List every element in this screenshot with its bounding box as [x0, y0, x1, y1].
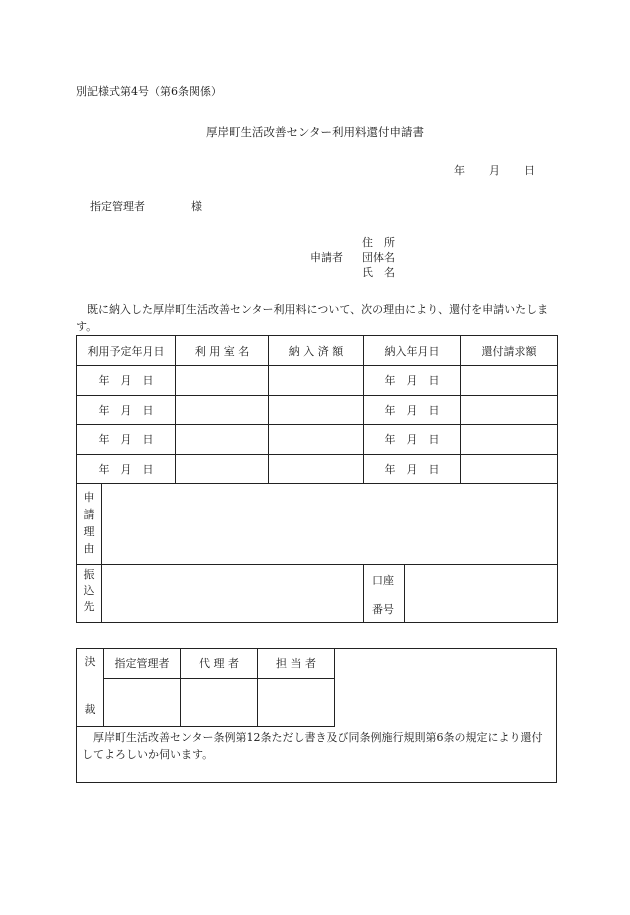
approval-box	[76, 648, 557, 783]
applicant-label: 申請者	[310, 251, 343, 264]
header-refund-amount: 還付請求額	[461, 336, 558, 366]
approval-col-deputy: 代 理 者	[181, 649, 258, 679]
transfer-row	[77, 565, 558, 623]
usage-date-cell[interactable]: 年 月 日	[77, 366, 176, 396]
transfer-label: 振 込 先	[77, 565, 102, 623]
refund-amount-cell[interactable]	[461, 366, 558, 396]
account-label-top: 口座	[372, 574, 394, 587]
account-number-field[interactable]	[461, 565, 558, 623]
paid-amount-cell[interactable]	[269, 395, 364, 425]
applicant-group-label: 団体名	[362, 251, 395, 264]
paid-amount-cell[interactable]	[269, 425, 364, 455]
reason-row	[77, 484, 558, 565]
table-row	[77, 395, 558, 425]
room-name-cell[interactable]	[176, 454, 269, 484]
room-name-cell[interactable]	[176, 395, 269, 425]
refund-amount-cell[interactable]	[461, 454, 558, 484]
date-year: 年	[454, 164, 465, 177]
approval-note: 厚岸町生活改善センター条例第12条ただし書き及び同条例施行規則第6条の規定により還付してよろしいか伺います。	[82, 731, 543, 761]
form-number: 別記様式第4号（第6条関係）	[76, 85, 222, 98]
approval-stamp-staff[interactable]	[258, 678, 335, 726]
payment-date-cell[interactable]: 年 月 日	[364, 425, 461, 455]
paid-amount-cell[interactable]	[269, 454, 364, 484]
table-header-row	[77, 336, 558, 366]
table-row	[77, 454, 558, 484]
intro-text: 既に納入した厚岸町生活改善センター利用料について、次の理由により、還付を申請いたします。	[76, 303, 549, 333]
date-line	[454, 162, 535, 178]
refund-table	[76, 335, 558, 623]
account-label-bottom: 番号	[372, 603, 394, 616]
header-room-name: 利 用 室 名	[176, 336, 269, 366]
addressee	[90, 198, 202, 214]
refund-amount-cell[interactable]	[461, 425, 558, 455]
payment-date-cell[interactable]: 年 月 日	[364, 366, 461, 396]
applicant-name-label: 氏 名	[362, 266, 395, 279]
approval-col-staff: 担 当 者	[258, 649, 335, 679]
date-month: 月	[489, 164, 500, 177]
addressee-honorific: 様	[191, 200, 202, 213]
header-payment-date: 納入年月日	[364, 336, 461, 366]
room-name-cell[interactable]	[176, 425, 269, 455]
applicant-address-label: 住 所	[362, 236, 395, 249]
account-cell[interactable]	[364, 565, 461, 623]
addressee-label: 指定管理者	[90, 200, 145, 213]
payment-date-cell[interactable]: 年 月 日	[364, 395, 461, 425]
usage-date-cell[interactable]: 年 月 日	[77, 425, 176, 455]
approval-stamp-manager[interactable]	[104, 678, 181, 726]
usage-date-cell[interactable]: 年 月 日	[77, 395, 176, 425]
reason-field[interactable]	[102, 484, 558, 565]
approval-col-manager: 指定管理者	[104, 649, 181, 679]
refund-amount-cell[interactable]	[461, 395, 558, 425]
table-row	[77, 425, 558, 455]
reason-label: 申 請 理 由	[77, 484, 102, 565]
room-name-cell[interactable]	[176, 366, 269, 396]
transfer-destination-field[interactable]	[102, 565, 364, 623]
payment-date-cell[interactable]: 年 月 日	[364, 454, 461, 484]
table-row	[77, 366, 558, 396]
approval-label: 決 裁	[77, 649, 104, 727]
header-usage-date: 利用予定年月日	[77, 336, 176, 366]
approval-stamp-deputy[interactable]	[181, 678, 258, 726]
paid-amount-cell[interactable]	[269, 366, 364, 396]
document-title: 厚岸町生活改善センター利用料還付申請書	[205, 125, 425, 139]
approval-table	[76, 648, 335, 727]
date-day: 日	[524, 164, 535, 177]
usage-date-cell[interactable]: 年 月 日	[77, 454, 176, 484]
header-paid-amount: 納 入 済 額	[269, 336, 364, 366]
